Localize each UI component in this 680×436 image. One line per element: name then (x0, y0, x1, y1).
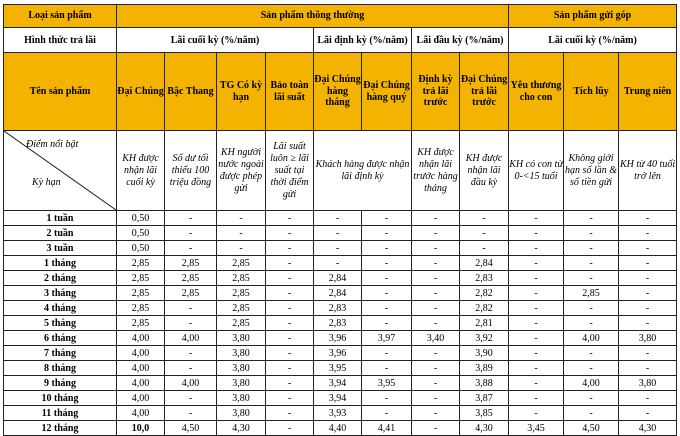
rate-cell: 2,85 (117, 316, 165, 331)
rate-cell: - (619, 361, 677, 376)
rate-cell: - (362, 256, 412, 271)
product-note: KH từ 40 tuổi trở lên (619, 158, 676, 182)
rate-cell: 3,90 (460, 346, 509, 361)
table-row (4, 271, 677, 286)
table-row (4, 316, 677, 331)
product-name: Đại Chúng (117, 85, 164, 97)
periodic-note: Khách hàng được nhận lãi định kỳ (315, 158, 410, 182)
rate-cell: - (509, 361, 564, 376)
rate-cell: - (266, 256, 314, 271)
rate-cell: - (509, 286, 564, 301)
rate-cell: 2,85 (165, 256, 217, 271)
rate-cell: 2,85 (217, 256, 266, 271)
rate-cell: - (412, 301, 460, 316)
rate-cell: - (362, 391, 412, 406)
rate-cell: 4,40 (314, 421, 362, 436)
product-note: Số dư tối thiểu 100 triệu đồng (169, 152, 212, 188)
rate-cell: - (165, 391, 217, 406)
rate-cell: - (509, 241, 564, 256)
rate-cell: - (509, 391, 564, 406)
rate-cell: - (412, 376, 460, 391)
product-note-1 (165, 131, 217, 211)
rate-cell: - (362, 211, 412, 226)
rate-cell: - (362, 226, 412, 241)
rate-cell: 3,94 (314, 391, 362, 406)
rate-cell: - (165, 406, 217, 421)
term-cell: 1 tuần (4, 211, 117, 226)
term-cell: 3 tuần (4, 241, 117, 256)
rate-cell: 10,0 (117, 421, 165, 436)
rate-cell: - (165, 226, 217, 241)
rate-cell: - (362, 406, 412, 421)
rate-cell: - (266, 346, 314, 361)
rate-cell: - (266, 286, 314, 301)
rate-cell: 3,93 (314, 406, 362, 421)
rate-cell: 2,84 (314, 271, 362, 286)
product-name: TG Có kỳ hạn (219, 80, 263, 103)
product-header-5 (362, 53, 412, 131)
term-cell: 2 tuần (4, 226, 117, 241)
product-name: Đại Chúng hàng tháng (314, 74, 361, 109)
rate-cell: - (564, 316, 619, 331)
rate-cell: 4,00 (564, 331, 619, 346)
rate-cell: 4,00 (564, 376, 619, 391)
term-cell: 3 tháng (4, 286, 117, 301)
term-cell: 11 tháng (4, 406, 117, 421)
rate-cell: - (619, 271, 677, 286)
rate-cell: - (619, 346, 677, 361)
rate-cell: - (266, 226, 314, 241)
rate-cell: - (509, 406, 564, 421)
rate-cell: 4,30 (460, 421, 509, 436)
rate-cell: - (619, 406, 677, 421)
rate-cell: - (266, 241, 314, 256)
product-note: KH được nhận lãi cuối kỳ (122, 152, 159, 188)
rate-cell: 3,80 (619, 376, 677, 391)
rate-cell: - (266, 316, 314, 331)
product-header-10 (619, 53, 677, 131)
end-term-label: Lãi cuối kỳ (%/năm) (170, 34, 260, 46)
rate-cell: - (362, 286, 412, 301)
rate-cell: - (619, 256, 677, 271)
term-cell: 10 tháng (4, 391, 117, 406)
rate-cell: 3,87 (460, 391, 509, 406)
rate-cell: - (362, 346, 412, 361)
product-note-7 (460, 131, 509, 211)
product-name: Bảo toàn lãi suất (270, 80, 309, 103)
rate-cell: 3,80 (217, 361, 266, 376)
rate-cell: - (412, 406, 460, 421)
rate-cell: - (509, 376, 564, 391)
interest-form-label-cell (4, 28, 117, 53)
rate-cell: 2,85 (217, 286, 266, 301)
periodic-header (314, 28, 412, 53)
table-row (4, 376, 677, 391)
rate-cell: - (619, 286, 677, 301)
periodic-label: Lãi định kỳ (%/năm) (317, 34, 408, 46)
product-header-6 (412, 53, 460, 131)
rate-cell: 2,81 (460, 316, 509, 331)
rate-cell: 3,97 (362, 331, 412, 346)
table-row (4, 241, 677, 256)
rate-cell: 2,85 (165, 286, 217, 301)
product-note: Không giới hạn số lần & số tiền gửi (565, 152, 617, 188)
product-note: KH được nhận lãi đầu kỳ (465, 152, 503, 188)
product-header-3 (266, 53, 314, 131)
rate-cell: - (564, 211, 619, 226)
rate-cell: - (266, 361, 314, 376)
rate-cell: 3,96 (314, 331, 362, 346)
term-cell: 6 tháng (4, 331, 117, 346)
upfront-label: Lãi đầu kỳ (%/năm) (416, 34, 504, 46)
rate-cell: - (412, 211, 460, 226)
interest-rate-table (3, 4, 677, 436)
product-name: Bậc Thang (167, 85, 214, 97)
rate-cell: - (362, 301, 412, 316)
product-note-0 (117, 131, 165, 211)
rate-cell: - (165, 211, 217, 226)
regular-group-label: Sản phẩm thông thường (260, 10, 365, 22)
rate-cell: - (266, 391, 314, 406)
term-cell: 5 tháng (4, 316, 117, 331)
rate-cell: - (412, 241, 460, 256)
table-row (4, 226, 677, 241)
rate-cell: - (165, 316, 217, 331)
table-row (4, 361, 677, 376)
savings-end-term-label: Lãi cuối kỳ (%/năm) (548, 34, 637, 46)
rate-cell: - (460, 241, 509, 256)
rate-cell: 2,84 (460, 256, 509, 271)
rate-cell: - (564, 301, 619, 316)
rate-cell: 3,92 (460, 331, 509, 346)
savings-products-header (509, 5, 677, 28)
rate-cell: 2,82 (460, 301, 509, 316)
rate-cell: - (564, 346, 619, 361)
rate-cell: 2,85 (217, 301, 266, 316)
rate-cell: - (266, 406, 314, 421)
product-header-7 (460, 53, 509, 131)
rate-cell: - (412, 271, 460, 286)
term-cell: 7 tháng (4, 346, 117, 361)
table-row (4, 331, 677, 346)
rate-cell: 4,30 (217, 421, 266, 436)
rate-cell: 2,85 (117, 271, 165, 286)
term-cell: 1 tháng (4, 256, 117, 271)
table-row (4, 391, 677, 406)
table-row (4, 286, 677, 301)
rate-cell: - (509, 256, 564, 271)
rate-cell: 4,00 (165, 331, 217, 346)
periodic-note-cell (314, 131, 412, 211)
rate-cell: 3,96 (314, 346, 362, 361)
end-term-header (117, 28, 314, 53)
product-note-8 (509, 131, 564, 211)
rate-cell: - (412, 256, 460, 271)
rate-cell: - (266, 376, 314, 391)
product-name: Đại Chúng trả lãi trước (460, 74, 508, 109)
term-cell: 9 tháng (4, 376, 117, 391)
term-cell: 12 tháng (4, 421, 117, 436)
term-cell: 8 tháng (4, 361, 117, 376)
rate-cell: - (564, 226, 619, 241)
product-header-8 (509, 53, 564, 131)
rate-cell: 3,80 (217, 391, 266, 406)
rate-cell: - (266, 421, 314, 436)
rate-cell: 3,94 (314, 376, 362, 391)
rate-cell: 3,40 (412, 331, 460, 346)
product-header-0 (117, 53, 165, 131)
table-row (4, 256, 677, 271)
rate-cell: - (460, 211, 509, 226)
rate-cell: - (412, 361, 460, 376)
table-row (4, 301, 677, 316)
product-note-9 (564, 131, 619, 211)
rate-cell: - (564, 391, 619, 406)
rate-cell: - (362, 316, 412, 331)
rate-cell: 3,80 (619, 331, 677, 346)
product-name: Đại Chúng hàng quý (363, 80, 410, 103)
term-cell: 4 tháng (4, 301, 117, 316)
rate-cell: - (509, 301, 564, 316)
rate-cell: - (460, 226, 509, 241)
rate-cell: - (509, 316, 564, 331)
rate-cell: - (362, 361, 412, 376)
rate-cell: 2,83 (314, 301, 362, 316)
rate-cell: 2,85 (117, 256, 165, 271)
product-header-4 (314, 53, 362, 131)
rate-cell: 4,00 (117, 346, 165, 361)
rate-cell: - (412, 391, 460, 406)
rate-cell: 4,50 (165, 421, 217, 436)
rate-cell: 2,83 (314, 316, 362, 331)
rate-cell: - (266, 271, 314, 286)
product-header-2 (217, 53, 266, 131)
product-note-2 (217, 131, 266, 211)
product-note: KH được nhận lãi trước hàng tháng (413, 146, 458, 194)
product-note-3 (266, 131, 314, 211)
rate-cell: - (412, 286, 460, 301)
rate-cell: 3,88 (460, 376, 509, 391)
rate-cell: - (362, 241, 412, 256)
rate-cell: 4,00 (117, 376, 165, 391)
rate-cell: - (266, 301, 314, 316)
rate-cell: - (509, 346, 564, 361)
rate-cell: - (217, 241, 266, 256)
table-row (4, 346, 677, 361)
product-note-10 (619, 131, 677, 211)
rate-cell: 2,85 (165, 271, 217, 286)
rate-cell: 3,95 (314, 361, 362, 376)
upfront-header (412, 28, 509, 53)
rate-cell: 2,84 (314, 286, 362, 301)
rate-cell: 4,00 (117, 406, 165, 421)
rate-cell: 3,80 (217, 346, 266, 361)
rate-cell: - (314, 256, 362, 271)
rate-cell: 0,50 (117, 211, 165, 226)
table-row (4, 211, 677, 226)
interest-form-label: Hình thức trả lãi (24, 34, 96, 46)
highlights-label: Điểm nổi bật (26, 139, 79, 150)
rate-cell: 2,85 (117, 301, 165, 316)
category-label-cell (4, 5, 117, 28)
rate-cell: - (165, 241, 217, 256)
rate-cell: - (314, 241, 362, 256)
highlights-term-corner (4, 131, 117, 211)
product-note: KH người nước ngoài được phép gửi (218, 146, 264, 194)
rate-cell: 3,85 (460, 406, 509, 421)
rate-cell: 2,85 (217, 316, 266, 331)
rate-cell: - (619, 316, 677, 331)
rate-cell: 4,00 (117, 331, 165, 346)
rate-cell: - (165, 361, 217, 376)
rate-cell: - (412, 316, 460, 331)
product-note-6 (412, 131, 460, 211)
product-name: Định kỳ trả lãi trước (418, 74, 453, 109)
rate-cell: - (509, 331, 564, 346)
rate-cell: - (314, 226, 362, 241)
product-note: KH có con từ 0-<15 tuổi (509, 158, 563, 182)
rate-cell: - (509, 271, 564, 286)
product-header-9 (564, 53, 619, 131)
rate-cell: 4,41 (362, 421, 412, 436)
rate-cell: - (564, 361, 619, 376)
rate-cell: 0,50 (117, 241, 165, 256)
rate-cell: 2,85 (564, 286, 619, 301)
rate-cell: - (619, 241, 677, 256)
rate-cell: 4,00 (117, 361, 165, 376)
rate-cell: 4,30 (619, 421, 677, 436)
savings-end-term-header (509, 28, 677, 53)
rate-cell: - (266, 211, 314, 226)
rate-cell: - (412, 346, 460, 361)
rate-cell: 3,80 (217, 331, 266, 346)
rate-cell: - (266, 331, 314, 346)
rate-cell: 3,89 (460, 361, 509, 376)
savings-group-label: Sản phẩm gửi góp (553, 10, 632, 22)
rate-cell: 2,83 (460, 271, 509, 286)
product-name-label-cell (4, 53, 117, 131)
rate-cell: 4,00 (165, 376, 217, 391)
rate-cell: - (564, 256, 619, 271)
rate-cell: - (619, 301, 677, 316)
rate-cell: - (509, 211, 564, 226)
rate-cell: - (619, 211, 677, 226)
rate-cell: - (165, 346, 217, 361)
rate-cell: - (217, 226, 266, 241)
rate-cell: - (564, 406, 619, 421)
rate-cell: 4,50 (564, 421, 619, 436)
rate-cell: - (412, 226, 460, 241)
product-name-label: Tên sản phẩm (29, 85, 91, 97)
rate-cell: 2,82 (460, 286, 509, 301)
rate-cell: - (509, 226, 564, 241)
rate-cell: 3,80 (217, 406, 266, 421)
rate-cell: - (412, 421, 460, 436)
rate-cell: - (619, 226, 677, 241)
rate-cell: 3,95 (362, 376, 412, 391)
term-cell: 2 tháng (4, 271, 117, 286)
rate-cell: 3,45 (509, 421, 564, 436)
rate-cell: - (619, 391, 677, 406)
regular-products-header (117, 5, 509, 28)
product-header-1 (165, 53, 217, 131)
category-label: Loại sản phẩm (28, 10, 92, 22)
term-label: Kỳ hạn (32, 177, 61, 188)
product-name: Trung niên (623, 85, 672, 97)
rate-cell: 4,00 (117, 391, 165, 406)
rate-cell: 3,80 (217, 376, 266, 391)
rate-cell: - (217, 211, 266, 226)
table-row (4, 406, 677, 421)
rate-cell: - (165, 301, 217, 316)
product-name: Yêu thương cho con (510, 80, 562, 103)
rate-cell: - (564, 271, 619, 286)
rate-cell: - (564, 241, 619, 256)
rate-cell: 2,85 (117, 286, 165, 301)
rate-cell: 2,85 (217, 271, 266, 286)
rate-cell: - (314, 211, 362, 226)
rate-cell: - (362, 271, 412, 286)
rate-cell: 0,50 (117, 226, 165, 241)
product-name: Tích lũy (573, 85, 609, 97)
product-note: Lãi suất luôn ≥ lãi suất tại thời điểm gửi (270, 140, 309, 200)
